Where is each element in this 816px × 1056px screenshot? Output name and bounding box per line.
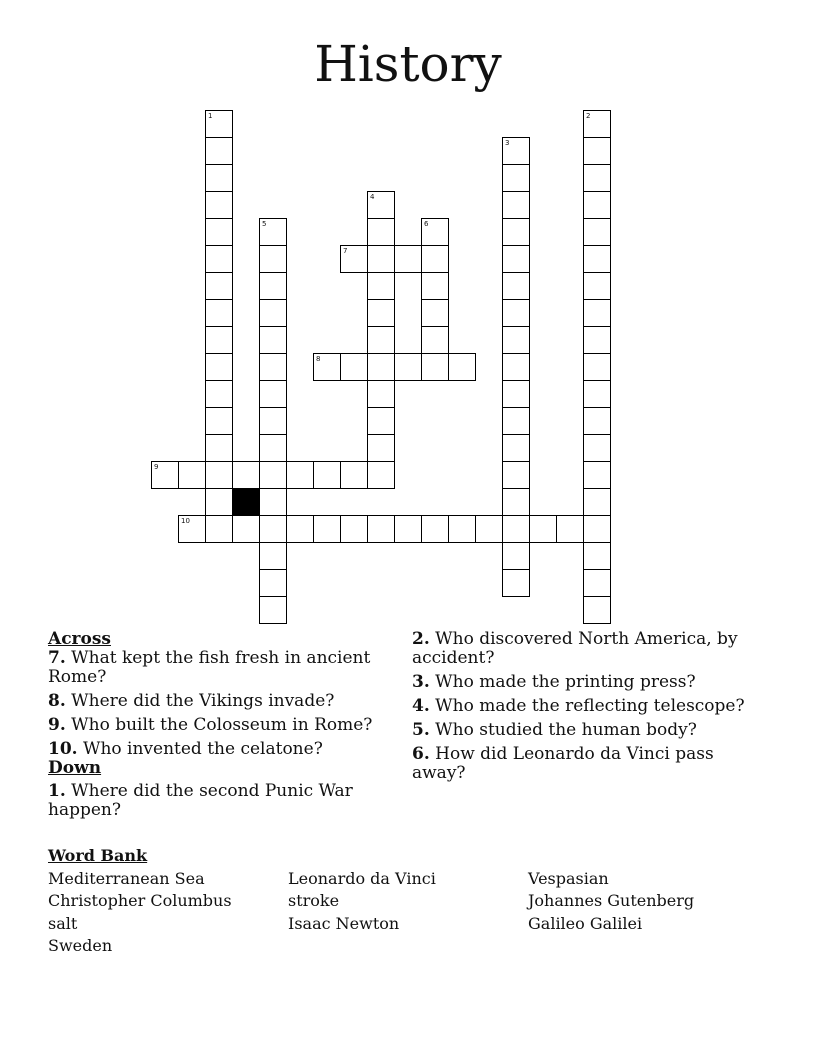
- grid-cell[interactable]: [259, 434, 287, 462]
- word-bank-item: Leonardo da Vinci: [288, 868, 436, 888]
- grid-cell[interactable]: [259, 569, 287, 597]
- page-title: History: [314, 35, 502, 93]
- grid-cell[interactable]: [205, 434, 233, 462]
- grid-cell[interactable]: [502, 218, 530, 246]
- grid-cell[interactable]: [448, 515, 476, 543]
- grid-cell[interactable]: [421, 218, 449, 246]
- grid-cell[interactable]: [502, 299, 530, 327]
- grid-cell[interactable]: [583, 137, 611, 165]
- grid-cell[interactable]: [583, 380, 611, 408]
- grid-cell[interactable]: [583, 245, 611, 273]
- grid-cell[interactable]: [394, 245, 422, 273]
- grid-block: [232, 488, 260, 516]
- grid-cell[interactable]: [259, 326, 287, 354]
- grid-cell[interactable]: [583, 569, 611, 597]
- clue-down-5: 5. Who studied the human body?: [412, 720, 697, 740]
- grid-cell[interactable]: [502, 245, 530, 273]
- grid-cell[interactable]: [205, 326, 233, 354]
- grid-cell[interactable]: [205, 245, 233, 273]
- grid-cell[interactable]: [205, 299, 233, 327]
- word-bank-item: Christopher Columbus: [48, 891, 232, 910]
- clue-down-1: 1. Where did the second Punic War happen?: [48, 781, 353, 820]
- grid-cell[interactable]: [367, 434, 395, 462]
- clue-number-label: 6: [424, 220, 429, 228]
- grid-cell[interactable]: [502, 137, 530, 165]
- grid-cell[interactable]: [367, 245, 395, 273]
- clue-number-label: 5: [262, 220, 267, 228]
- word-bank-item: Johannes Gutenberg: [528, 891, 695, 910]
- clue-across-8: 8. Where did the Vikings invade?: [48, 691, 335, 711]
- grid-cell[interactable]: [205, 164, 233, 192]
- clue-across-7: 7. What kept the fish fresh in ancient Rome?: [48, 648, 371, 687]
- grid-cell[interactable]: [259, 380, 287, 408]
- grid-cell[interactable]: [259, 218, 287, 246]
- grid-cell[interactable]: [178, 515, 206, 543]
- grid-cell[interactable]: [340, 353, 368, 381]
- grid-cell[interactable]: [583, 110, 611, 138]
- grid-cell[interactable]: [421, 353, 449, 381]
- grid-cell[interactable]: [205, 380, 233, 408]
- grid-cell[interactable]: [259, 272, 287, 300]
- word-bank-item: Mediterranean Sea: [48, 868, 205, 888]
- clues-right-column: [412, 630, 757, 788]
- clue-down-4: 4. Who made the reflecting telescope?: [412, 696, 745, 716]
- grid-cell[interactable]: [502, 488, 530, 516]
- grid-cell[interactable]: [583, 272, 611, 300]
- grid-cell[interactable]: [421, 272, 449, 300]
- grid-cell[interactable]: [259, 245, 287, 273]
- grid-cell[interactable]: [313, 353, 341, 381]
- grid-cell[interactable]: [421, 326, 449, 354]
- clue-number-label: 3: [505, 139, 510, 147]
- grid-cell[interactable]: [232, 461, 260, 489]
- grid-cell[interactable]: [502, 380, 530, 408]
- grid-cell[interactable]: [502, 407, 530, 435]
- grid-cell[interactable]: [502, 569, 530, 597]
- clue-down-6: 6. How did Leonardo da Vinci pass away?: [412, 744, 714, 783]
- clue-down-3: 3. Who made the printing press?: [412, 672, 696, 692]
- grid-cell[interactable]: [259, 353, 287, 381]
- grid-cell[interactable]: [502, 434, 530, 462]
- clue-number-label: 2: [586, 112, 591, 120]
- grid-cell[interactable]: [232, 515, 260, 543]
- grid-cell[interactable]: [313, 461, 341, 489]
- clue-number-label: 7: [343, 247, 348, 255]
- grid-cell[interactable]: [205, 488, 233, 516]
- across-heading: Across: [48, 629, 111, 649]
- clue-number-label: 10: [181, 517, 190, 525]
- grid-cell[interactable]: [259, 542, 287, 570]
- grid-cell[interactable]: [313, 515, 341, 543]
- clue-across-10: 10. Who invented the celatone?: [48, 739, 323, 759]
- grid-cell[interactable]: [583, 488, 611, 516]
- grid-cell[interactable]: [583, 299, 611, 327]
- clues-left-column: [48, 630, 393, 825]
- grid-cell[interactable]: [583, 515, 611, 543]
- down-heading: Down: [48, 758, 102, 778]
- clue-number-label: 8: [316, 355, 321, 363]
- grid-cell[interactable]: [583, 596, 611, 624]
- grid-cell[interactable]: [421, 515, 449, 543]
- grid-cell[interactable]: [394, 353, 422, 381]
- grid-cell[interactable]: [502, 326, 530, 354]
- grid-cell[interactable]: [421, 299, 449, 327]
- grid-cell[interactable]: [259, 515, 287, 543]
- word-bank-item: Vespasian: [528, 868, 609, 888]
- grid-cell[interactable]: [583, 191, 611, 219]
- grid-cell[interactable]: [367, 515, 395, 543]
- clue-number-label: 1: [208, 112, 213, 120]
- grid-cell[interactable]: [205, 407, 233, 435]
- grid-cell[interactable]: [259, 461, 287, 489]
- grid-cell[interactable]: [205, 218, 233, 246]
- grid-cell[interactable]: [340, 515, 368, 543]
- clue-down-2: 2. Who discovered North America, by accident?: [412, 629, 738, 668]
- grid-cell[interactable]: [205, 353, 233, 381]
- grid-cell[interactable]: [205, 272, 233, 300]
- grid-cell[interactable]: [583, 434, 611, 462]
- grid-cell[interactable]: [367, 407, 395, 435]
- grid-cell[interactable]: [502, 191, 530, 219]
- clue-number-label: 4: [370, 193, 375, 201]
- grid-cell[interactable]: [502, 461, 530, 489]
- grid-cell[interactable]: [205, 461, 233, 489]
- grid-cell[interactable]: [151, 461, 179, 489]
- word-bank-item: Galileo Galilei: [528, 913, 643, 933]
- word-bank-heading: Word Bank: [48, 846, 148, 865]
- grid-cell[interactable]: [205, 191, 233, 219]
- grid-cell[interactable]: [421, 245, 449, 273]
- grid-cell[interactable]: [367, 191, 395, 219]
- grid-cell[interactable]: [367, 461, 395, 489]
- word-bank-item: Isaac Newton: [288, 913, 400, 933]
- clue-across-9: 9. Who built the Colosseum in Rome?: [48, 715, 373, 735]
- grid-cell[interactable]: [583, 326, 611, 354]
- word-bank: [48, 845, 768, 958]
- grid-cell[interactable]: [286, 461, 314, 489]
- grid-cell[interactable]: [259, 407, 287, 435]
- grid-cell[interactable]: [367, 218, 395, 246]
- grid-cell[interactable]: [583, 218, 611, 246]
- grid-cell[interactable]: [583, 461, 611, 489]
- grid-cell[interactable]: [583, 407, 611, 435]
- word-bank-item: Sweden: [48, 936, 113, 955]
- grid-cell[interactable]: [448, 353, 476, 381]
- grid-cell[interactable]: [205, 110, 233, 138]
- grid-cell[interactable]: [286, 515, 314, 543]
- grid-cell[interactable]: [502, 272, 530, 300]
- grid-cell[interactable]: [394, 515, 422, 543]
- grid-cell[interactable]: [475, 515, 503, 543]
- grid-cell[interactable]: [502, 515, 530, 543]
- grid-cell[interactable]: [259, 488, 287, 516]
- grid-cell[interactable]: [367, 272, 395, 300]
- grid-cell[interactable]: [502, 353, 530, 381]
- grid-cell[interactable]: [502, 542, 530, 570]
- grid-cell[interactable]: [367, 299, 395, 327]
- clue-number-label: 9: [154, 463, 159, 471]
- word-bank-item: stroke: [288, 891, 340, 910]
- grid-cell[interactable]: [340, 245, 368, 273]
- grid-cell[interactable]: [583, 353, 611, 381]
- grid-cell[interactable]: [556, 515, 584, 543]
- grid-cell[interactable]: [367, 380, 395, 408]
- word-bank-item: salt: [48, 913, 78, 933]
- grid-cell[interactable]: [367, 353, 395, 381]
- grid-cell[interactable]: [205, 137, 233, 165]
- grid-cell[interactable]: [340, 461, 368, 489]
- grid-cell[interactable]: [502, 164, 530, 192]
- grid-cell[interactable]: [259, 299, 287, 327]
- grid-cell[interactable]: [583, 542, 611, 570]
- grid-cell[interactable]: [205, 515, 233, 543]
- grid-cell[interactable]: [583, 164, 611, 192]
- grid-cell[interactable]: [367, 326, 395, 354]
- grid-cell[interactable]: [178, 461, 206, 489]
- grid-cell[interactable]: [259, 596, 287, 624]
- grid-cell[interactable]: [529, 515, 557, 543]
